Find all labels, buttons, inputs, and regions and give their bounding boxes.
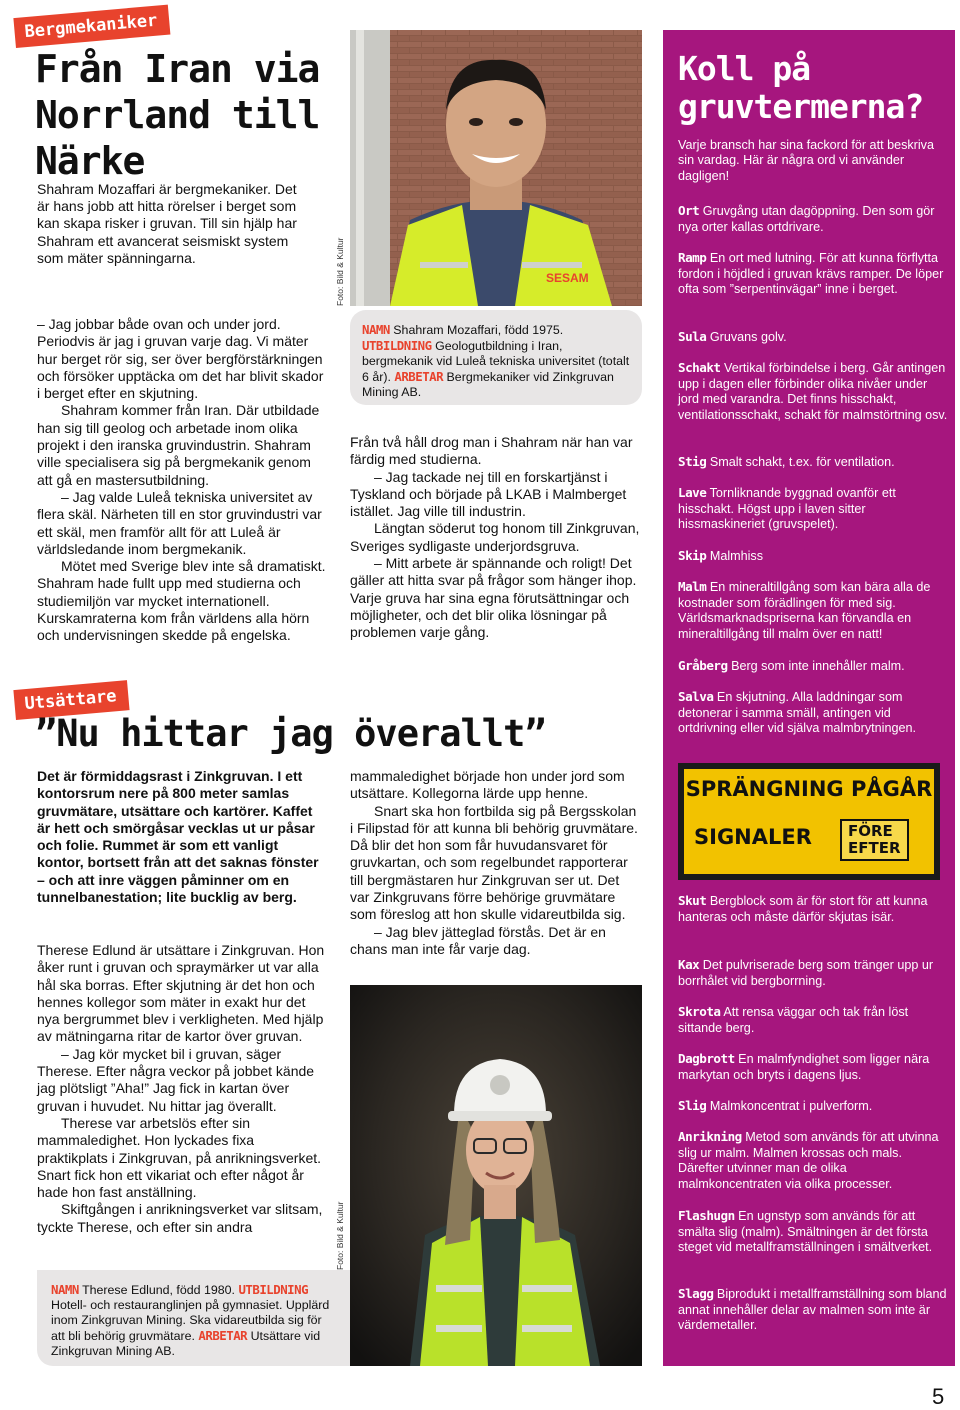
paragraph: – Jag jobbar både ovan och under jord. Periodvis är jag i gruvan varje dag. Vi mäter hur berget rör sig, ser över bergförstärkningen och försöker upptäcka om det har blivit skador i berget efter en skjutning. <box>37 316 324 402</box>
sign-line-2: SIGNALER <box>694 825 812 849</box>
label-arbetar: ARBETAR <box>394 369 444 384</box>
paragraph: – Jag blev jätteglad förstås. Det är en chans man inte får varje dag. <box>350 923 606 957</box>
term-name: Anrikning <box>678 1129 742 1144</box>
glossary-term <box>678 1286 948 1334</box>
glossary-title-line-2: gruvtermerna? <box>678 87 924 126</box>
glossary-term <box>678 329 948 346</box>
blasting-warning-sign <box>678 763 940 880</box>
glossary-term <box>678 1051 948 1083</box>
glossary-title <box>678 50 923 126</box>
article1-lead: Shahram Mozaffari är bergmekaniker. Det är hans jobb att hitta rörelser i berget som kan skapa risker i gruvan. Till sin hjälp har Shahram ett avancerat seismiskt system som mäter spänningarna. <box>37 181 297 266</box>
paragraph: Från två håll drog man i Shahram när han var färdig med studierna. <box>350 434 633 468</box>
term-name: Sula <box>678 329 707 344</box>
portrait-photo-shahram <box>350 30 642 306</box>
sign-line-1: SPRÄNGNING PÅGÅR <box>685 777 933 801</box>
sign-fore: FÖRE <box>848 822 893 840</box>
term-definition: Att rensa väggar och tak från löst sittande berg. <box>678 1005 909 1035</box>
term-definition: Det pulvriserade berg som tränger upp ur borrhålet vid bergborrning. <box>678 958 934 988</box>
paragraph: Längtan söderut tog honom till Zinkgruvan, Sveriges sydligaste underjordsgruva. <box>350 520 640 554</box>
label-utbildning: UTBILDNING <box>362 338 432 353</box>
term-name: Stig <box>678 454 707 469</box>
term-definition: Gruvans golv. <box>709 330 787 344</box>
info-arbetar: Bergmekaniker vid Zinkgruvan Mining AB. <box>362 370 614 399</box>
term-name: Salva <box>678 689 714 704</box>
label-namn: NAMN <box>51 1282 79 1297</box>
term-name: Skrota <box>678 1004 721 1019</box>
term-definition: En mineraltillgång som kan bära alla de kostnader som förädlingen för med sig. Världsmarknadspriserna kan förvandla en mineraltillgång till malm över en natt! <box>678 580 931 641</box>
article1-body-col2 <box>350 434 642 642</box>
term-name: Ramp <box>678 250 707 265</box>
article2-headline: ”Nu hittar jag överallt” <box>35 712 546 755</box>
label-arbetar: ARBETAR <box>198 1328 248 1343</box>
glossary-term <box>678 658 948 675</box>
sign-efter: EFTER <box>848 839 901 857</box>
glossary-term <box>678 250 948 298</box>
term-definition: Metod som används för att utvinna slig ur malm. Malmen krossas och mals. Därefter utvinner man de olika malmkoncentraten via olika processer. <box>678 1130 939 1191</box>
glossary-term <box>678 203 948 235</box>
term-name: Slig <box>678 1098 707 1113</box>
term-definition: Tornliknande byggnad ovanför ett hisschakt. Högst upp i laven sitter hissmaskineriet (gruvspelet). <box>678 486 896 532</box>
term-name: Malm <box>678 579 707 594</box>
glossary-sidebar <box>663 30 955 1366</box>
glossary-term <box>678 893 948 925</box>
paragraph: – Jag kör mycket bil i gruvan, säger Therese. Efter några veckor på jobbet kände jag plötsligt ”Aha!” Jag fick in kartan över gruvan i huvudet. Nu hittar jag överallt. <box>37 1045 315 1114</box>
term-name: Kax <box>678 957 700 972</box>
paragraph: – Mitt arbete är spännande och roligt! Det gäller att hitta svar på frågor som hänger ihop. Varje gruva har sina egna förutsättningar och möjligheter, och det blir olika lösningar på problemen varje gång. <box>350 555 637 641</box>
term-definition: Malmhiss <box>709 549 764 563</box>
glossary-term <box>678 1208 948 1256</box>
paragraph: – Jag valde Luleå tekniska universitet av flera skäl. Närheten till en stor gruvindustri var ett skäl, men framför allt för att Luleå är världsledande inom bergmekanik. <box>37 488 322 557</box>
article2-body-col2 <box>350 768 642 958</box>
glossary-term <box>678 485 948 533</box>
glossary-term <box>678 548 948 565</box>
paragraph: Therese Edlund är utsättare i Zinkgruvan. Hon åker runt i gruvan och spraymärker ut var alla hål ska borras. Efter skjutning är det hon och hennes kollegor som mäter in exakt hur det nya bergrummet blev i verkligheten. Med hjälp av mätningarna ritar de kartor över gruvan. <box>37 942 325 1045</box>
glossary-term <box>678 1098 948 1115</box>
term-name: Lave <box>678 485 707 500</box>
term-definition: Berg som inte innehåller malm. <box>731 659 905 673</box>
term-name: Gråberg <box>678 658 728 673</box>
paragraph: Skiftgången i anrikningsverket var slitsam, tyckte Therese, och efter sin andra <box>37 1201 323 1235</box>
info-namn: Shahram Mozaffari, född 1975. <box>393 323 564 337</box>
section-tag-utsattare: Utsättare <box>13 680 129 720</box>
glossary-term <box>678 957 948 989</box>
term-name: Slagg <box>678 1286 714 1301</box>
term-definition: En malmfyndighet som ligger nära markytan och bryts i dagens ljus. <box>678 1052 930 1082</box>
paragraph: Shahram kommer från Iran. Där utbildade han sig till geolog och arbetade inom olika projekt i den iranska gruvindustrin. Shahram ville specialisera sig på bergmekanik genom att gå en mastersutbildning. <box>37 402 320 488</box>
portrait-photo-therese <box>350 985 642 1366</box>
article2-lead: Det är förmiddagsrast i Zinkgruvan. I ett kontorsrum nere på 800 meter samlas gruvmätare, utsättare och kartörer. Kaffet är hett och smörgåsar vecklas ut ur påsar och folie. Rummet är som ett vanligt kontor, bortsett från att det saknas fönster – och att inre väggen påminner om en tunnelbanestation; lite bucklig av berg. <box>37 768 319 906</box>
svg-text:SESAM: SESAM <box>546 271 589 285</box>
term-definition: En ugnstyp som används för att smälta slig (malm). Smältningen är det första steget vid metallframställningen i smältverket. <box>678 1209 933 1255</box>
term-name: Schakt <box>678 360 721 375</box>
paragraph: mammaledighet började hon under jord som utsättare. Kollegorna lärde upp henne. <box>350 768 625 802</box>
photo-credit: Foto: Bild & Kultur <box>335 237 345 306</box>
term-name: Skip <box>678 548 707 563</box>
page-number: 5 <box>932 1384 945 1409</box>
glossary-term <box>678 579 948 642</box>
term-definition: Gruvgång utan dagöppning. Den som gör nya orter kallas ortdrivare. <box>678 204 935 234</box>
info-namn: Therese Edlund, född 1980. <box>82 1283 235 1297</box>
info-utbildning: Geologutbildning i Iran, bergmekanik vid Luleå tekniska universitet (totalt 6 år). <box>362 339 630 384</box>
paragraph: Mötet med Sverige blev inte så dramatiskt. Shahram hade fullt upp med studierna och studiemiljön var mycket internationell. Kurskamraterna kom från världens alla hörn och undervisningen skedde på engelska. <box>37 558 326 644</box>
info-arbetar: Utsättare vid Zinkgruvan Mining AB. <box>51 1329 321 1358</box>
glossary-intro: Varje bransch har sina fackord för att beskriva sin vardag. Här är några ord vi använder dagligen! <box>678 138 934 183</box>
glossary-term <box>678 1004 948 1036</box>
glossary-title-line-1: Koll på <box>678 49 811 88</box>
photo-credit: Foto: Bild & Kultur <box>335 1201 345 1270</box>
glossary-term <box>678 689 948 737</box>
term-definition: Biprodukt i metallframställning som bland annat innehåller delar av malmen som inte är värdemetaller. <box>678 1287 947 1333</box>
paragraph: Snart ska hon fortbilda sig på Bergsskolan i Filipstad för att kunna bli behörig gruvmätare. Då blir det hon som får huvudansvaret för gruvkartan, och som regelbundet rapporterar till bergmästaren hur Zinkgruvan ser ut. Det var Zinkgruvans förre behörige gruvmätare som föreslog att hon skulle vidareutbilda sig. <box>350 802 638 923</box>
headline-line-1: Från Iran via <box>35 47 320 91</box>
info-box-shahram <box>350 310 642 405</box>
label-utbildning: UTBILDNING <box>238 1282 309 1297</box>
paragraph: Therese var arbetslös efter sin mammaledighet. Hon lyckades fixa praktikplats i Zinkgruvan, på anrikningsverket. Snart fick hon ett vikariat och efter något år hade hon fast anställning. <box>37 1114 322 1201</box>
article1-body-col1 <box>37 316 327 645</box>
term-name: Flashugn <box>678 1208 735 1223</box>
term-definition: Malmkoncentrat i pulverform. <box>709 1099 873 1113</box>
info-box-therese <box>37 1270 352 1366</box>
term-definition: Vertikal förbindelse i berg. Går antingen upp i dagen eller förbinder olika nivåer under jord med varandra. Det finns hisschakt, ventilationsschakt, schakt för malmstörtning osv. <box>678 361 948 422</box>
info-utbildning: Hotell- och restauranglinjen på gymnasiet. Upplärd inom Zinkgruvan Mining. Ska vidareutbilda sig för att bli behörig gruvmätare. <box>51 1298 330 1343</box>
term-name: Skut <box>678 893 707 908</box>
term-definition: Smalt schakt, t.ex. för ventilation. <box>709 455 895 469</box>
headline-line-3: Närke <box>35 139 145 183</box>
headline-line-2: Norrland till <box>35 93 320 137</box>
term-definition: Bergblock som är för stort för att kunna hanteras och måste därför skjutas isär. <box>678 894 928 924</box>
term-definition: En ort med lutning. För att kunna förflytta fordon i höjdled i gruvan krävs ramper. De löper ofta som ”serpentinvägar” inne i berget. <box>678 251 944 297</box>
term-name: Ort <box>678 203 700 218</box>
article1-headline <box>35 46 319 184</box>
term-definition: En skjutning. Alla laddningar som detonerar i samma smäll, antingen vid ortdrivning eller vid själva malmbrytningen. <box>678 690 916 736</box>
glossary-term <box>678 360 948 423</box>
article2-body-col1 <box>37 942 327 1236</box>
section-tag-bergmekaniker: Bergmekaniker <box>13 5 170 48</box>
glossary-term <box>678 1129 948 1192</box>
label-namn: NAMN <box>362 322 390 337</box>
glossary-term <box>678 454 948 471</box>
term-name: Dagbrott <box>678 1051 735 1066</box>
paragraph: – Jag tackade nej till en forskartjänst i Tyskland och började på LKAB i Malmberget istället. Jag ville till industrin. <box>350 468 627 520</box>
